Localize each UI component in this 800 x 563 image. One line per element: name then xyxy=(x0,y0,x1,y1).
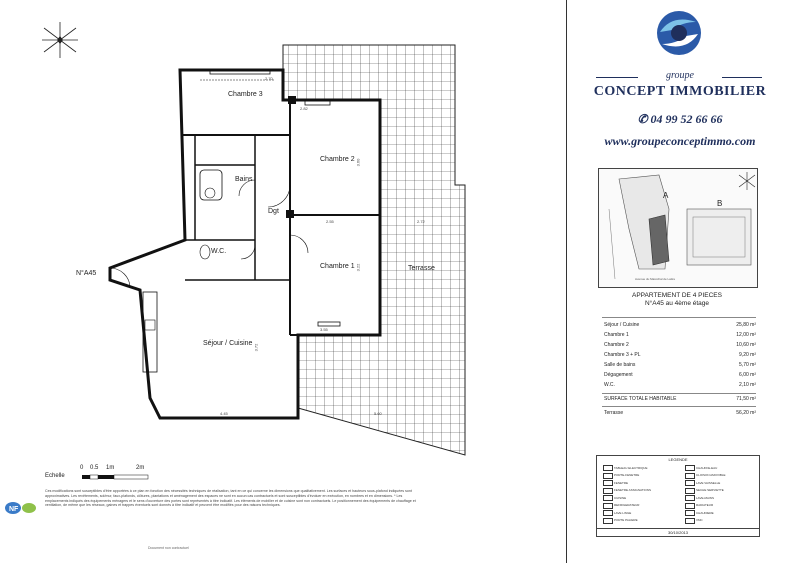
apartment-number: N°A45 au 4ème étage xyxy=(644,300,710,307)
room-label-bains: Bains xyxy=(235,176,253,183)
legend-symbol-icon xyxy=(685,480,695,486)
surface-label: Séjour / Cuisine xyxy=(604,322,640,328)
brand-rule-right xyxy=(722,77,762,78)
legend-symbol-icon xyxy=(603,488,613,494)
surface-label: Dégagement xyxy=(604,372,633,378)
legend-item-label: CHAUDIERE xyxy=(696,510,714,515)
surface-total-row xyxy=(604,396,756,404)
surface-terrace-value: 56,20 m² xyxy=(736,410,756,416)
surface-total-value: 71,50 m² xyxy=(736,396,756,402)
surface-label: Chambre 2 xyxy=(604,342,629,348)
dimension-label: 3.55 xyxy=(320,327,328,332)
key-plan-drawing xyxy=(599,169,757,287)
legend-symbol-icon xyxy=(603,495,613,501)
legend-item-label: VMC xyxy=(696,518,703,522)
legend-item-label: CHAUFFE-EAU xyxy=(696,465,718,470)
scale-bar xyxy=(80,474,152,482)
legend-item-label: FENETRE xyxy=(614,480,629,485)
dimension-label: 5.60 xyxy=(374,411,382,416)
legend-item-label: FENETRE ASSIGNATIONS xyxy=(614,488,651,492)
legend-symbol-icon xyxy=(685,518,695,524)
scale-number: 2m xyxy=(136,465,145,471)
apartment-type: APPARTEMENT DE 4 PIECES xyxy=(632,292,722,299)
legend-symbol-icon xyxy=(603,510,613,516)
legend-item-label: LAVE VAISSELLE xyxy=(696,480,721,485)
legend-symbol-icon xyxy=(603,480,613,486)
building-b-label: B xyxy=(717,199,723,208)
legend-item-label: REFRIGERATEUR xyxy=(614,503,640,507)
dimension-label: 2.82 xyxy=(300,106,308,111)
plan-date: 30/10/2013 xyxy=(596,528,760,537)
surface-total-label: SURFACE TOTALE HABITABLE xyxy=(604,396,677,402)
dimension-label: 2.55 xyxy=(326,219,334,224)
site-key-plan xyxy=(598,168,758,288)
legend-symbol-icon xyxy=(603,473,613,479)
surface-value: 2,10 m² xyxy=(739,382,756,388)
dimension-label: 2.70 xyxy=(265,76,273,81)
legend-title: LEGENDE xyxy=(668,457,688,462)
divider xyxy=(602,317,756,318)
brand-website[interactable]: www.groupeconceptimmo.com xyxy=(604,134,756,148)
legend-item-label: LAVE-MAINS xyxy=(696,495,714,500)
surface-row xyxy=(604,362,756,370)
building-a-label: A xyxy=(663,191,669,200)
legend-symbol-icon xyxy=(685,488,695,494)
surface-row xyxy=(604,372,756,380)
legend-item-label: TABLEAU ELECTRIQUE xyxy=(614,465,648,470)
plan-disclaimer: Ces modifications sont susceptibles d'être apportées à ce plan en fonction des nécessités techniques de réalisation, tant en ce qui concerne les dimensions que qualitativement. Les surfaces et hauteurs sous-plafond indiquées sont approximatives. Les revêtements, sol/mur, faux-plafonds, clôtures, plantations et aménagement des espaces ne sont en aucun cas contractuels et sont susceptibles d'évoluer en exécution, en nombres et en dimensions. * Les emplacements indiqués des équipements ménagers et le sens d'ouverture des portes sont représentés à titre indicatif. Les éléments de mobilier et de cuisine sont non contractuels. Le positionnement des équipements de chauffage et ventilation, de même que les réseaux, gaines et trappes éventuels sont donnés à titre indicatif et peuvent être modifiés pour des raisons techniques. xyxy=(45,489,416,508)
legend-symbol-icon xyxy=(685,473,695,479)
surface-label: W.C. xyxy=(604,382,615,388)
room-label-degagement: Dgt xyxy=(268,208,279,215)
street-label: Avenue du Maréchal de Lattre xyxy=(635,277,676,281)
surface-row xyxy=(604,332,756,340)
legend-item-label: RADIATEUR xyxy=(696,503,714,507)
nf-certification-logo xyxy=(4,500,38,516)
legend-symbol-icon xyxy=(685,495,695,501)
legend-symbol-icon xyxy=(685,503,695,509)
legend-box xyxy=(596,455,760,529)
surface-label: Chambre 3 + PL xyxy=(604,352,641,358)
brand-phone: ✆ 04 99 52 66 66 xyxy=(637,112,723,126)
surface-row xyxy=(604,342,756,350)
brand-rule-left xyxy=(596,77,638,78)
surface-row xyxy=(604,382,756,390)
divider xyxy=(602,406,756,407)
legend-item-label: PORTE-FENETRE xyxy=(614,473,640,477)
apartment-title xyxy=(598,292,756,308)
page-divider xyxy=(566,0,567,563)
scale-number: 0 xyxy=(80,465,84,471)
surface-value: 5,70 m² xyxy=(739,362,756,368)
room-label-terrasse: Terrasse xyxy=(408,265,435,272)
surface-value: 9,20 m² xyxy=(739,352,756,358)
surface-row xyxy=(604,352,756,360)
concept-immobilier-logo xyxy=(652,8,706,58)
svg-text:NF: NF xyxy=(9,506,19,513)
surface-label: Chambre 1 xyxy=(604,332,629,338)
dimension-label: 3.60 xyxy=(355,158,361,167)
legend-item-label: LAVE LINGE xyxy=(614,510,632,515)
legend-symbol-icon xyxy=(603,518,613,524)
surface-value: 12,00 m² xyxy=(736,332,756,338)
dimension-label: 2.72 xyxy=(417,219,425,224)
legend-item-label: PORTE PALIERE xyxy=(614,518,638,522)
surface-value: 6,00 m² xyxy=(739,372,756,378)
room-label-sejour-cuisine: Séjour / Cuisine xyxy=(203,340,253,347)
surface-value: 25,80 m² xyxy=(736,322,756,328)
room-label-chambre-3: Chambre 3 xyxy=(228,91,263,98)
legend-symbol-icon xyxy=(685,465,695,471)
dimension-label: 3.22 xyxy=(355,263,361,272)
legend-item-label: CLOISON AMOVIBLE xyxy=(696,473,726,477)
surface-value: 10,60 m² xyxy=(736,342,756,348)
brand-name: CONCEPT IMMOBILIER xyxy=(593,84,767,99)
scale-number: 1m xyxy=(106,465,115,471)
surface-terrace-row xyxy=(604,410,756,418)
compass-rose-icon xyxy=(42,22,78,58)
scale-number: 0.5 xyxy=(90,465,99,471)
unit-number-label: N°A45 xyxy=(76,270,97,277)
brand-group-label: groupe xyxy=(666,70,694,81)
room-label-chambre-1: Chambre 1 xyxy=(320,263,355,270)
room-label-chambre-2: Chambre 2 xyxy=(320,156,355,163)
scale-label: Echelle xyxy=(45,473,65,479)
legend-symbol-icon xyxy=(685,510,695,516)
legend-symbol-icon xyxy=(603,503,613,509)
legend-item-label: SECHE SERVIETTE xyxy=(696,488,724,492)
surface-terrace-label: Terrasse xyxy=(604,410,624,416)
footer-text: Document non contractuel xyxy=(148,546,189,550)
dimension-label: 4.45 xyxy=(220,411,228,416)
legend-symbol-icon xyxy=(603,465,613,471)
divider xyxy=(602,393,756,394)
surface-label: Salle de bains xyxy=(604,362,636,368)
dimension-label: 3.72 xyxy=(253,343,259,352)
room-label-wc: W.C. xyxy=(211,248,227,255)
surface-row xyxy=(604,322,756,330)
legend-item-label: CUISINE xyxy=(614,495,627,500)
